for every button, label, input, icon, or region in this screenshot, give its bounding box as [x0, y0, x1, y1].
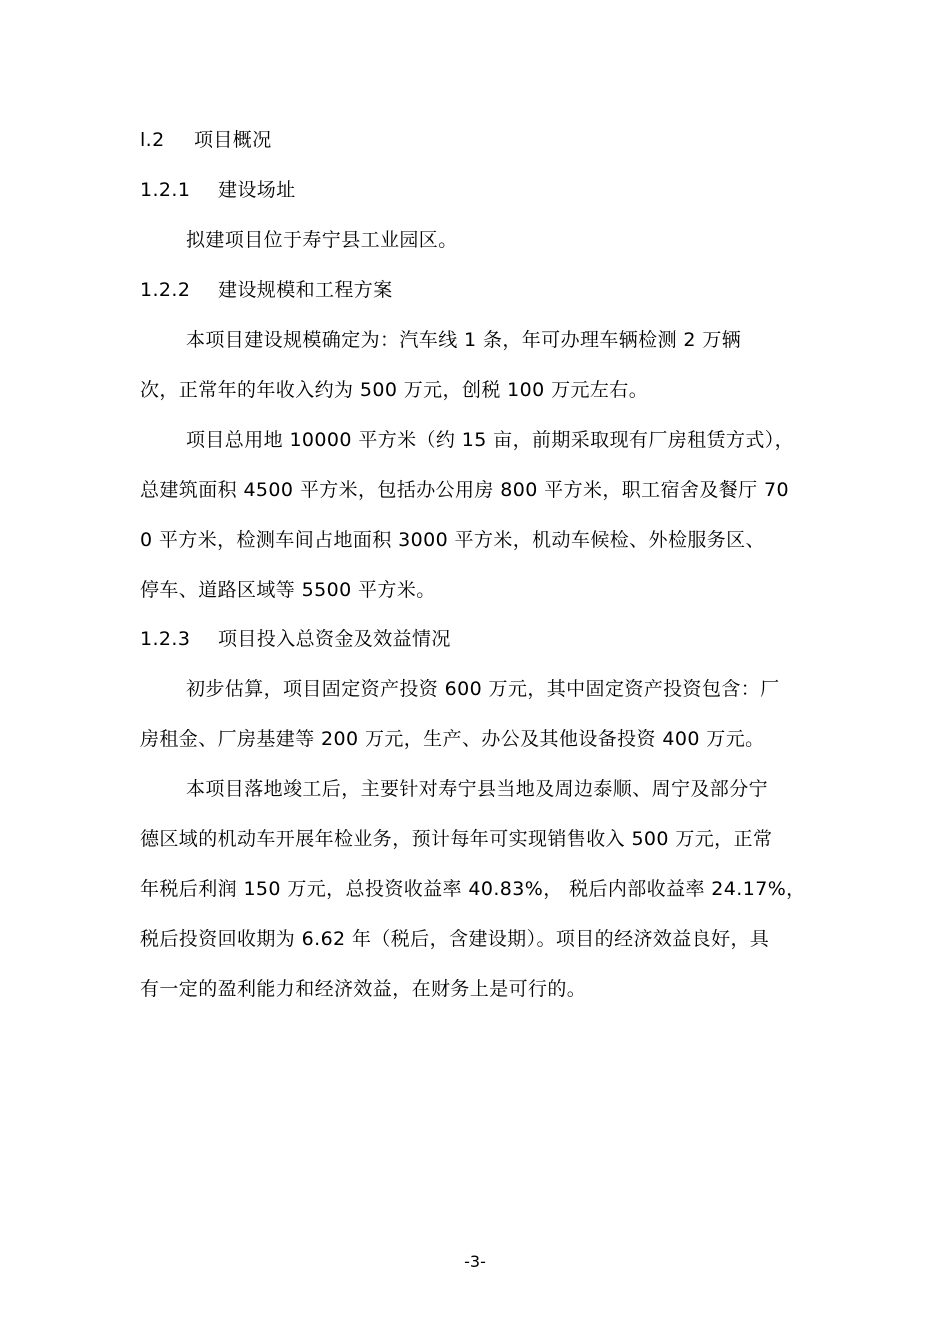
- section-number: l.2: [140, 129, 165, 151]
- paragraph-line: 年税后利润 150 万元，总投资收益率 40.83%， 税后内部收益率 24.17%，: [140, 878, 806, 900]
- subsection-heading-1-2-1: [140, 177, 296, 203]
- subsection-heading-1-2-2: [140, 277, 393, 303]
- paragraph-line: 本项目落地竣工后，主要针对寿宁县当地及周边泰顺、周宁及部分宁: [186, 778, 769, 800]
- section-heading: [140, 127, 272, 153]
- paragraph-line: 项目总用地 10000 平方米（约 15 亩，前期采取现有厂房租赁方式），: [186, 429, 795, 451]
- paragraph-line: 本项目建设规模确定为：汽车线 1 条，年可办理车辆检测 2 万辆: [186, 329, 742, 351]
- paragraph-line: 停车、道路区域等 5500 平方米。: [140, 579, 436, 601]
- subsection-title: 建设规模和工程方案: [218, 279, 393, 301]
- subsection-title: 建设场址: [218, 179, 296, 201]
- subsection-number: 1.2.1: [140, 179, 191, 201]
- section-title: 项目概况: [194, 129, 272, 151]
- subsection-heading-1-2-3: [140, 626, 451, 652]
- subsection-number: 1.2.2: [140, 279, 191, 301]
- page-number: -3-: [464, 1252, 486, 1271]
- paragraph-line: 有一定的盈利能力和经济效益，在财务上是可行的。: [140, 978, 587, 1000]
- paragraph-line: 房租金、厂房基建等 200 万元，生产、办公及其他设备投资 400 万元。: [140, 728, 765, 750]
- subsection-number: 1.2.3: [140, 628, 191, 650]
- paragraph-line: 0 平方米，检测车间占地面积 3000 平方米，机动车候检、外检服务区、: [140, 529, 765, 551]
- paragraph-line: 次，正常年的年收入约为 500 万元，创税 100 万元左右。: [140, 379, 649, 401]
- subsection-title: 项目投入总资金及效益情况: [218, 628, 451, 650]
- paragraph-line: 总建筑面积 4500 平方米，包括办公用房 800 平方米，职工宿舍及餐厅 70: [140, 479, 789, 501]
- paragraph-line: 税后投资回收期为 6.62 年（税后，含建设期）。项目的经济效益良好，具: [140, 928, 770, 950]
- paragraph-line: 拟建项目位于寿宁县工业园区。: [186, 229, 458, 251]
- paragraph-line: 德区域的机动车开展年检业务，预计每年可实现销售收入 500 万元，正常: [140, 828, 773, 850]
- paragraph-line: 初步估算，项目固定资产投资 600 万元，其中固定资产投资包含：厂: [186, 678, 780, 700]
